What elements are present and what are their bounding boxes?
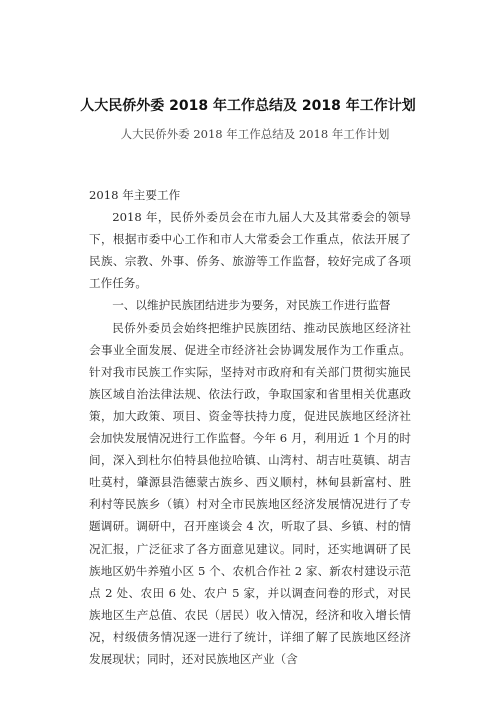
document-subtitle: 人大民侨外委 2018 年工作总结及 2018 年工作计划 [120,127,390,141]
paragraph-intro: 2018 年，民侨外委员会在市九届人大及其常委会的领导下，根据市委中心工作和市人大常委会工作重点，依法开展了民族、宗教、外事、侨务、旅游等工作监督，较好完成了各项工作任务。 [89,210,411,291]
section-heading: 2018 年主要工作 [89,188,181,202]
paragraph-heading-1: 一、以维护民族团结进步为要务，对民族工作进行监督 [112,298,391,313]
document-title: 人大民侨外委 2018 年工作总结及 2018 年工作计划 [80,98,416,114]
paragraph-body-1: 民侨外委员会始终把维护民族团结、推动民族地区经济社会事业全面发展、促进全市经济社会协调发展作为工作重点。针对我市民族工作实际，坚持对市政府和有关部门贯彻实施民族区域自治法律法规、依法行政，争取国家和省里相关优惠政策，加大政策、项目、资金等扶持力度，促进民族地区经济社会加快发展情况进行工作监督。今年 6 月，利用近 1 个月的时间，深入到杜尔伯特县他拉哈镇、山湾村、胡吉吐莫镇、胡吉吐莫村，肇源县浩德蒙古族乡、西义顺村，林甸县新富村、胜利村等民族乡（镇）村对全市民族地区经济发展情况进行了专题调研。调研中，召开座谈会 4 次，听取了县、乡镇、村的情况汇报，广泛征求了各方面意见建议。同时，还实地调研了民族地区奶牛养殖小区 5 个、农机合作社 2 家、新农村建设示范点 2 处、农田 6 处、农户 5 家，并以调查问卷的形式，对民族地区生产总值、农民（居民）收入情况，经济和收入增长情况，村级债务情况逐一进行了统计，详细了解了民族地区经济发展现状；同时，还对民族地区产业（含 [89,320,411,666]
document-body [89,184,411,670]
